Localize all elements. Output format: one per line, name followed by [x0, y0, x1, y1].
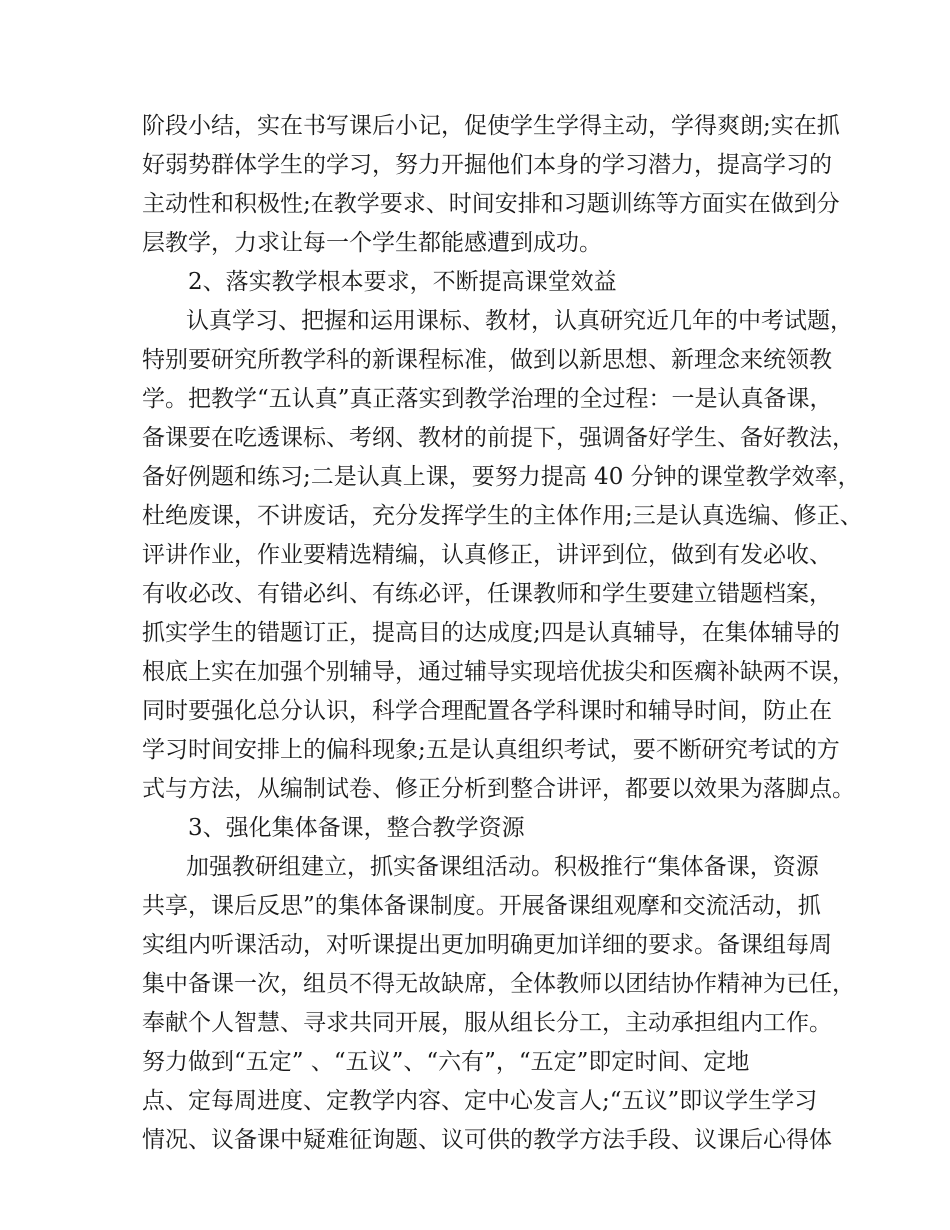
body-text-line: 抓实学生的错题订正，提高目的达成度;四是认真辅导，在集体辅导的 — [142, 620, 840, 646]
body-text-line: 特别要研究所教学科的新课程标准，做到以新思想、新理念来统领教 — [142, 347, 832, 373]
body-text-line: 评讲作业，作业要精选精编，认真修正，讲评到位，做到有发必收、 — [142, 542, 832, 568]
body-text-line: 点、定每周进度、定教学内容、定中心发言人;“五议”即议学生学习 — [142, 1088, 818, 1114]
body-text-line: 主动性和积极性;在教学要求、时间安排和习题训练等方面实在做到分 — [142, 191, 840, 217]
body-text-line: 阶段小结，实在书写课后小记，促使学生学得主动，学得爽朗;实在抓 — [142, 113, 840, 139]
body-text-line: 杜绝废课，不讲废话，充分发挥学生的主体作用;三是认真选编、修正、 — [142, 503, 863, 529]
body-text-line: 备好例题和练习;二是认真上课，要努力提高 40 分钟的课堂教学效率， — [142, 464, 861, 490]
body-text-line: 备课要在吃透课标、考纲、教材的前提下，强调备好学生、备好教法， — [142, 425, 855, 451]
body-text-line: 有收必改、有错必纠、有练必评，任课教师和学生要建立错题档案， — [142, 581, 832, 607]
body-text-line: 实组内听课活动，对听课提出更加明确更加详细的要求。备课组每周 — [142, 932, 832, 958]
body-text-line: 学习时间安排上的偏科现象;五是认真组织考试，要不断研究考试的方 — [142, 737, 840, 763]
body-text-line: 好弱势群体学生的学习，努力开掘他们本身的学习潜力，提高学习的 — [142, 152, 832, 178]
section-heading: 3、强化集体备课，整合教学资源 — [188, 815, 525, 841]
body-text-line: 集中备课一次，组员不得无故缺席，全体教师以团结协作精神为已任， — [142, 971, 855, 997]
body-text-line: 共享，课后反思”的集体备课制度。开展备课组观摩和交流活动，抓 — [142, 893, 821, 919]
body-text-line: 层教学，力求让每一个学生都能感遭到成功。 — [142, 230, 602, 256]
section-heading: 2、落实教学根本要求，不断提高课堂效益 — [188, 269, 617, 295]
paragraph-first-line: 认真学习、把握和运用课标、教材，认真研究近几年的中考试题， — [186, 308, 853, 334]
body-text-line: 努力做到“五定” 、“五议”、“六有”，“五定”即定时间、定地 — [142, 1049, 750, 1075]
body-text-line: 情况、议备课中疑难征询题、议可供的教学方法手段、议课后心得体 — [142, 1127, 832, 1153]
body-text-line: 奉献个人智慧、寻求共同开展，服从组长分工，主动承担组内工作。 — [142, 1010, 832, 1036]
body-text-line: 式与方法，从编制试卷、修正分析到整合讲评，都要以效果为落脚点。 — [142, 776, 855, 802]
body-text-line: 同时要强化总分认识，科学合理配置各学科课时和辅导时间，防止在 — [142, 698, 832, 724]
body-text-line: 学。把教学“五认真”真正落实到教学治理的全过程：一是认真备课， — [142, 386, 833, 412]
paragraph-first-line: 加强教研组建立，抓实备课组活动。积极推行“集体备课，资源 — [186, 854, 819, 880]
body-text-line: 根底上实在加强个别辅导，通过辅导实现培优拔尖和医瘸补缺两不误， — [142, 659, 855, 685]
